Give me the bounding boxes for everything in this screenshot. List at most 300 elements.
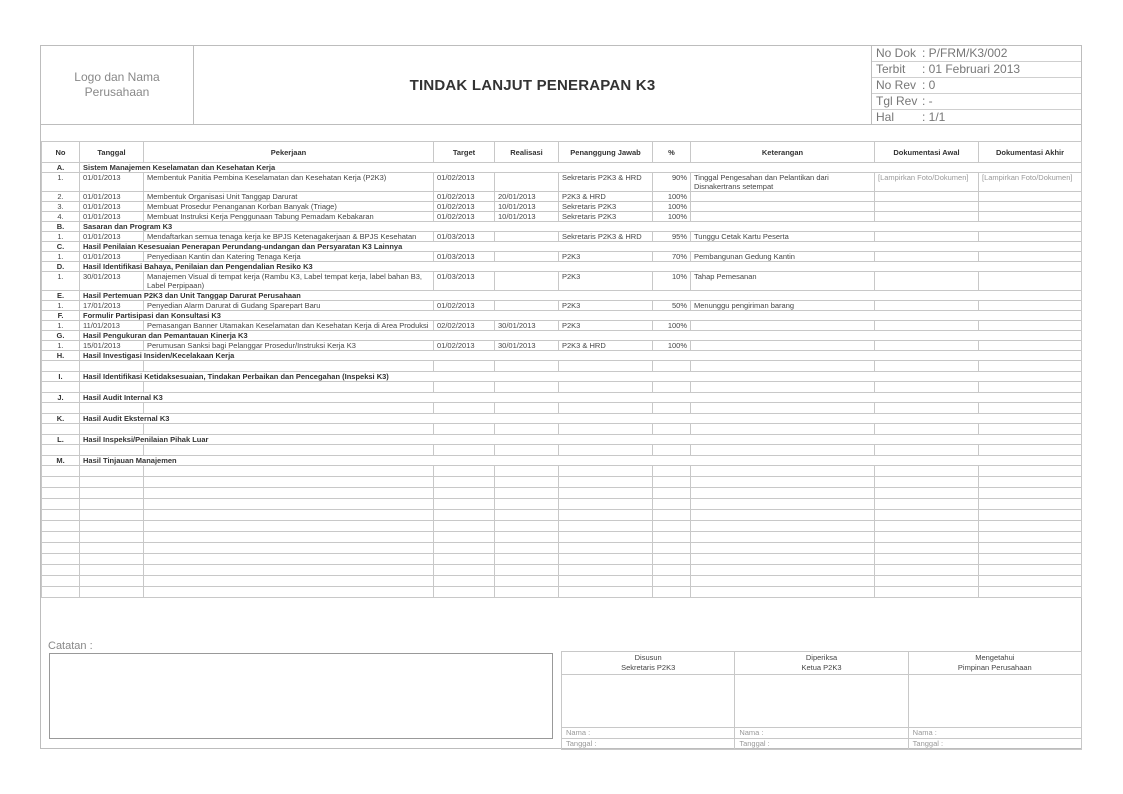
table-row <box>42 272 1082 291</box>
empty-cell <box>979 361 1082 372</box>
empty-cell <box>875 445 979 456</box>
cell-target: 01/02/2013 <box>434 192 495 202</box>
empty-cell <box>80 510 144 521</box>
cell-dok-awal <box>875 232 979 242</box>
cell-tanggal: 15/01/2013 <box>80 341 144 351</box>
empty-cell <box>559 499 653 510</box>
empty-cell <box>691 521 875 532</box>
cell-ket <box>691 341 875 351</box>
cell-target: 02/02/2013 <box>434 321 495 331</box>
empty-cell <box>653 361 691 372</box>
empty-cell <box>653 445 691 456</box>
empty-cell <box>691 445 875 456</box>
section-title: Hasil Identifikasi Bahaya, Penilaian dan Pengendalian Resiko K3 <box>80 262 1082 272</box>
empty-cell <box>559 361 653 372</box>
empty-cell <box>875 576 979 587</box>
signature-area[interactable] <box>562 675 735 728</box>
cell-no: 1. <box>42 321 80 331</box>
empty-cell <box>559 554 653 565</box>
empty-cell <box>434 532 495 543</box>
empty-cell <box>434 587 495 598</box>
cell-tanggal: 01/01/2013 <box>80 212 144 222</box>
meta-row: No Rev : 0 <box>872 78 1081 94</box>
cell-realisasi: 30/01/2013 <box>495 321 559 331</box>
empty-cell <box>979 510 1082 521</box>
cell-pj: P2K3 & HRD <box>559 341 653 351</box>
cell-target: 01/02/2013 <box>434 202 495 212</box>
empty-cell <box>875 510 979 521</box>
column-header: Pekerjaan <box>144 142 434 163</box>
empty-row <box>42 424 1082 435</box>
empty-cell <box>559 576 653 587</box>
empty-cell <box>434 565 495 576</box>
empty-cell <box>434 499 495 510</box>
cell-dok-akhir <box>979 341 1082 351</box>
cell-realisasi <box>495 252 559 262</box>
table-row <box>42 202 1082 212</box>
section-title: Hasil Audit Internal K3 <box>80 393 1082 403</box>
empty-cell <box>875 554 979 565</box>
signature-mengetahui: Mengetahui Pimpinan Perusahaan <box>908 652 1081 675</box>
cell-ket: Tinggal Pengesahan dan Pelantikan dari Disnakertrans setempat <box>691 173 875 192</box>
column-header: Penanggung Jawab <box>559 142 653 163</box>
empty-cell <box>434 488 495 499</box>
empty-cell <box>495 554 559 565</box>
cell-ket: Tunggu Cetak Kartu Peserta <box>691 232 875 242</box>
signature-date-field[interactable]: Tanggal : <box>562 739 735 750</box>
cell-no: 2. <box>42 192 80 202</box>
cell-target: 01/03/2013 <box>434 272 495 291</box>
empty-cell <box>144 488 434 499</box>
empty-cell <box>559 543 653 554</box>
empty-cell <box>434 543 495 554</box>
section-row <box>42 414 1082 424</box>
empty-cell <box>144 477 434 488</box>
empty-cell <box>691 587 875 598</box>
cell-persen: 10% <box>653 272 691 291</box>
empty-cell <box>875 424 979 435</box>
section-title: Hasil Inspeksi/Penilaian Pihak Luar <box>80 435 1082 445</box>
empty-cell <box>979 554 1082 565</box>
empty-cell <box>495 543 559 554</box>
empty-cell <box>434 466 495 477</box>
section-title: Hasil Pertemuan P2K3 dan Unit Tanggap Darurat Perusahaan <box>80 291 1082 301</box>
cell-pekerjaan: Membentuk Organisasi Unit Tanggap Darurat <box>144 192 434 202</box>
cell-tanggal: 01/01/2013 <box>80 173 144 192</box>
empty-cell <box>559 466 653 477</box>
cell-ket: Menunggu pengiriman barang <box>691 301 875 311</box>
cell-dok-awal <box>875 341 979 351</box>
column-header: Keterangan <box>691 142 875 163</box>
cell-persen: 70% <box>653 252 691 262</box>
cell-dok-akhir: [Lampirkan Foto/Dokumen] <box>979 173 1082 192</box>
cell-target: 01/02/2013 <box>434 212 495 222</box>
empty-cell <box>559 403 653 414</box>
section-title: Hasil Audit Eksternal K3 <box>80 414 1082 424</box>
column-header: Tanggal <box>80 142 144 163</box>
empty-cell <box>559 477 653 488</box>
form-title: TINDAK LANJUT PENERAPAN K3 <box>194 46 872 124</box>
empty-cell <box>691 499 875 510</box>
section-title: Sasaran dan Program K3 <box>80 222 1082 232</box>
empty-cell <box>559 488 653 499</box>
empty-row <box>42 403 1082 414</box>
empty-cell <box>80 445 144 456</box>
cell-pj: P2K3 <box>559 252 653 262</box>
empty-cell <box>42 565 80 576</box>
table-row <box>42 301 1082 311</box>
cell-no: 4. <box>42 212 80 222</box>
empty-cell <box>875 565 979 576</box>
column-header: No <box>42 142 80 163</box>
cell-ket: Tahap Pemesanan <box>691 272 875 291</box>
cell-tanggal: 01/01/2013 <box>80 192 144 202</box>
empty-cell <box>80 554 144 565</box>
section-row <box>42 262 1082 272</box>
cell-dok-awal <box>875 212 979 222</box>
cell-no: 1. <box>42 173 80 192</box>
empty-cell <box>434 382 495 393</box>
empty-cell <box>653 576 691 587</box>
section-code: I. <box>42 372 80 382</box>
empty-cell <box>144 554 434 565</box>
cell-realisasi <box>495 173 559 192</box>
cell-dok-awal: [Lampirkan Foto/Dokumen] <box>875 173 979 192</box>
cell-dok-akhir <box>979 202 1082 212</box>
section-code: L. <box>42 435 80 445</box>
empty-cell <box>144 510 434 521</box>
empty-cell <box>144 587 434 598</box>
signature-name-field[interactable]: Nama : <box>908 728 1081 739</box>
cell-pekerjaan: Pemasangan Banner Utamakan Keselamatan dan Kesehatan Kerja di Area Produksi <box>144 321 434 331</box>
empty-cell <box>144 543 434 554</box>
section-row <box>42 222 1082 232</box>
empty-cell <box>42 543 80 554</box>
section-row <box>42 351 1082 361</box>
empty-cell <box>495 382 559 393</box>
empty-cell <box>979 543 1082 554</box>
signature-disusun: Disusun Sekretaris P2K3 <box>562 652 735 675</box>
catatan-notes-box[interactable] <box>49 653 553 739</box>
signature-name-row <box>562 728 1082 739</box>
form-header <box>41 46 1081 125</box>
column-header: Dokumentasi Akhir <box>979 142 1082 163</box>
cell-target: 01/02/2013 <box>434 173 495 192</box>
empty-cell <box>80 587 144 598</box>
cell-pekerjaan: Penyedian Alarm Darurat di Gudang Sparepart Baru <box>144 301 434 311</box>
cell-pekerjaan: Membuat Instruksi Kerja Penggunaan Tabung Pemadam Kebakaran <box>144 212 434 222</box>
empty-cell <box>559 587 653 598</box>
cell-ket <box>691 321 875 331</box>
empty-cell <box>875 587 979 598</box>
company-logo-placeholder: Logo dan Nama Perusahaan <box>41 46 194 124</box>
section-row <box>42 372 1082 382</box>
empty-cell <box>42 554 80 565</box>
cell-no: 1. <box>42 252 80 262</box>
empty-cell <box>80 565 144 576</box>
empty-cell <box>691 403 875 414</box>
table-row <box>42 212 1082 222</box>
empty-cell <box>979 488 1082 499</box>
empty-cell <box>979 382 1082 393</box>
section-code: D. <box>42 262 80 272</box>
empty-cell <box>979 565 1082 576</box>
signature-name-field[interactable]: Nama : <box>735 728 908 739</box>
section-title: Hasil Pengukuran dan Pemantauan Kinerja K3 <box>80 331 1082 341</box>
empty-cell <box>495 499 559 510</box>
signature-name-field[interactable]: Nama : <box>562 728 735 739</box>
section-code: E. <box>42 291 80 301</box>
empty-cell <box>144 532 434 543</box>
signature-date-field[interactable]: Tanggal : <box>908 739 1081 750</box>
section-row <box>42 291 1082 301</box>
empty-cell <box>875 521 979 532</box>
empty-cell <box>875 477 979 488</box>
signature-date-row <box>562 739 1082 750</box>
empty-cell <box>144 521 434 532</box>
cell-pekerjaan: Perumusan Sanksi bagi Pelanggar Prosedur/Instruksi Kerja K3 <box>144 341 434 351</box>
cell-pekerjaan: Mendaftarkan semua tenaga kerja ke BPJS Ketenagakerjaan & BPJS Kesehatan <box>144 232 434 242</box>
empty-cell <box>42 382 80 393</box>
cell-no: 1. <box>42 301 80 311</box>
empty-cell <box>42 587 80 598</box>
empty-cell <box>434 554 495 565</box>
empty-cell <box>80 361 144 372</box>
empty-cell <box>144 361 434 372</box>
signature-area[interactable] <box>735 675 908 728</box>
empty-cell <box>80 576 144 587</box>
empty-cell <box>42 445 80 456</box>
signature-date-field[interactable]: Tanggal : <box>735 739 908 750</box>
empty-cell <box>144 565 434 576</box>
cell-pekerjaan: Manajemen Visual di tempat kerja (Rambu K3, Label tempat kerja, label bahan B3, Label Perpipaan) <box>144 272 434 291</box>
empty-row <box>42 488 1082 499</box>
empty-row <box>42 543 1082 554</box>
cell-pj: P2K3 <box>559 301 653 311</box>
catatan-label: Catatan : <box>48 640 93 652</box>
empty-cell <box>80 499 144 510</box>
table-row <box>42 232 1082 242</box>
empty-cell <box>559 382 653 393</box>
empty-cell <box>691 510 875 521</box>
cell-tanggal: 01/01/2013 <box>80 232 144 242</box>
empty-cell <box>979 499 1082 510</box>
empty-cell <box>495 403 559 414</box>
empty-cell <box>979 445 1082 456</box>
empty-cell <box>42 510 80 521</box>
empty-cell <box>653 424 691 435</box>
cell-realisasi <box>495 232 559 242</box>
section-row <box>42 242 1082 252</box>
section-row <box>42 435 1082 445</box>
empty-cell <box>144 424 434 435</box>
signature-space-row <box>562 675 1082 728</box>
meta-row: Hal : 1/1 <box>876 110 946 124</box>
empty-cell <box>434 576 495 587</box>
cell-tanggal: 01/01/2013 <box>80 252 144 262</box>
cell-realisasi <box>495 272 559 291</box>
empty-cell <box>80 532 144 543</box>
section-title: Hasil Identifikasi Ketidaksesuaian, Tindakan Perbaikan dan Pencegahan (Inspeksi K3) <box>80 372 1082 382</box>
empty-row <box>42 361 1082 372</box>
cell-tanggal: 01/01/2013 <box>80 202 144 212</box>
signature-diperiksa: Diperiksa Ketua P2K3 <box>735 652 908 675</box>
empty-cell <box>80 466 144 477</box>
empty-cell <box>42 499 80 510</box>
empty-cell <box>42 466 80 477</box>
cell-persen: 100% <box>653 202 691 212</box>
cell-target: 01/03/2013 <box>434 232 495 242</box>
cell-realisasi: 20/01/2013 <box>495 192 559 202</box>
cell-persen: 100% <box>653 192 691 202</box>
cell-pj: Sekretaris P2K3 <box>559 202 653 212</box>
empty-cell <box>691 361 875 372</box>
cell-dok-akhir <box>979 321 1082 331</box>
empty-cell <box>434 477 495 488</box>
empty-row <box>42 554 1082 565</box>
empty-cell <box>875 543 979 554</box>
document-meta <box>872 46 1081 124</box>
cell-no: 1. <box>42 232 80 242</box>
empty-cell <box>434 361 495 372</box>
cell-ket <box>691 192 875 202</box>
empty-cell <box>42 403 80 414</box>
cell-no: 1. <box>42 272 80 291</box>
signature-area[interactable] <box>908 675 1081 728</box>
empty-cell <box>979 587 1082 598</box>
empty-cell <box>144 466 434 477</box>
empty-cell <box>691 554 875 565</box>
meta-row: No Dok : P/FRM/K3/002 <box>872 46 1081 62</box>
section-code: F. <box>42 311 80 321</box>
empty-row <box>42 532 1082 543</box>
cell-target: 01/02/2013 <box>434 341 495 351</box>
column-header: Dokumentasi Awal <box>875 142 979 163</box>
empty-cell <box>559 532 653 543</box>
signature-header-row <box>562 652 1082 675</box>
empty-cell <box>42 477 80 488</box>
empty-cell <box>80 488 144 499</box>
cell-pj: Sekretaris P2K3 <box>559 212 653 222</box>
empty-cell <box>434 445 495 456</box>
cell-pekerjaan: Penyediaan Kantin dan Katering Tenaga Kerja <box>144 252 434 262</box>
empty-cell <box>80 382 144 393</box>
empty-row <box>42 576 1082 587</box>
cell-target: 01/02/2013 <box>434 301 495 311</box>
section-title: Hasil Tinjauan Manajemen <box>80 456 1082 466</box>
table-row <box>42 341 1082 351</box>
cell-pj: P2K3 <box>559 321 653 331</box>
section-code: K. <box>42 414 80 424</box>
cell-dok-awal <box>875 192 979 202</box>
column-header: % <box>653 142 691 163</box>
cell-pj: Sekretaris P2K3 & HRD <box>559 173 653 192</box>
table-row <box>42 252 1082 262</box>
empty-cell <box>653 521 691 532</box>
section-title: Hasil Penilaian Kesesuaian Penerapan Perundang-undangan dan Persyaratan K3 Lainnya <box>80 242 1082 252</box>
empty-cell <box>979 424 1082 435</box>
empty-cell <box>80 521 144 532</box>
column-header: Target <box>434 142 495 163</box>
empty-cell <box>495 488 559 499</box>
cell-pj: P2K3 <box>559 272 653 291</box>
cell-realisasi: 10/01/2013 <box>495 212 559 222</box>
section-title: Sistem Manajemen Keselamatan dan Kesehatan Kerja <box>80 163 1082 173</box>
cell-ket <box>691 212 875 222</box>
empty-cell <box>653 543 691 554</box>
empty-cell <box>42 576 80 587</box>
empty-cell <box>80 543 144 554</box>
empty-cell <box>80 424 144 435</box>
empty-cell <box>691 424 875 435</box>
section-code: A. <box>42 163 80 173</box>
cell-no: 3. <box>42 202 80 212</box>
cell-dok-awal <box>875 301 979 311</box>
empty-cell <box>979 403 1082 414</box>
empty-cell <box>495 510 559 521</box>
cell-dok-akhir <box>979 212 1082 222</box>
follow-up-table <box>41 141 1082 598</box>
cell-tanggal: 11/01/2013 <box>80 321 144 331</box>
empty-cell <box>691 488 875 499</box>
cell-realisasi: 10/01/2013 <box>495 202 559 212</box>
cell-realisasi <box>495 301 559 311</box>
section-code: G. <box>42 331 80 341</box>
section-row <box>42 456 1082 466</box>
empty-cell <box>495 532 559 543</box>
section-code: C. <box>42 242 80 252</box>
empty-cell <box>495 424 559 435</box>
cell-realisasi: 30/01/2013 <box>495 341 559 351</box>
empty-cell <box>691 382 875 393</box>
empty-cell <box>875 382 979 393</box>
empty-cell <box>42 521 80 532</box>
cell-dok-akhir <box>979 252 1082 262</box>
empty-cell <box>875 499 979 510</box>
empty-row <box>42 521 1082 532</box>
empty-cell <box>979 477 1082 488</box>
empty-row <box>42 445 1082 456</box>
empty-cell <box>434 424 495 435</box>
empty-cell <box>691 543 875 554</box>
cell-dok-akhir <box>979 232 1082 242</box>
empty-cell <box>979 576 1082 587</box>
section-row <box>42 393 1082 403</box>
empty-cell <box>691 532 875 543</box>
empty-cell <box>875 466 979 477</box>
empty-cell <box>653 554 691 565</box>
empty-cell <box>495 565 559 576</box>
empty-cell <box>42 361 80 372</box>
section-code: M. <box>42 456 80 466</box>
empty-cell <box>80 477 144 488</box>
section-code: B. <box>42 222 80 232</box>
cell-dok-akhir <box>979 272 1082 291</box>
empty-cell <box>559 510 653 521</box>
empty-cell <box>434 403 495 414</box>
section-row <box>42 331 1082 341</box>
cell-persen: 90% <box>653 173 691 192</box>
empty-cell <box>559 424 653 435</box>
cell-persen: 100% <box>653 341 691 351</box>
empty-cell <box>653 382 691 393</box>
empty-cell <box>653 488 691 499</box>
section-code: H. <box>42 351 80 361</box>
section-title: Formulir Partisipasi dan Konsultasi K3 <box>80 311 1082 321</box>
cell-dok-akhir <box>979 301 1082 311</box>
table-row <box>42 192 1082 202</box>
cell-pekerjaan: Membentuk Panitia Pembina Keselamatan dan Kesehatan Kerja (P2K3) <box>144 173 434 192</box>
